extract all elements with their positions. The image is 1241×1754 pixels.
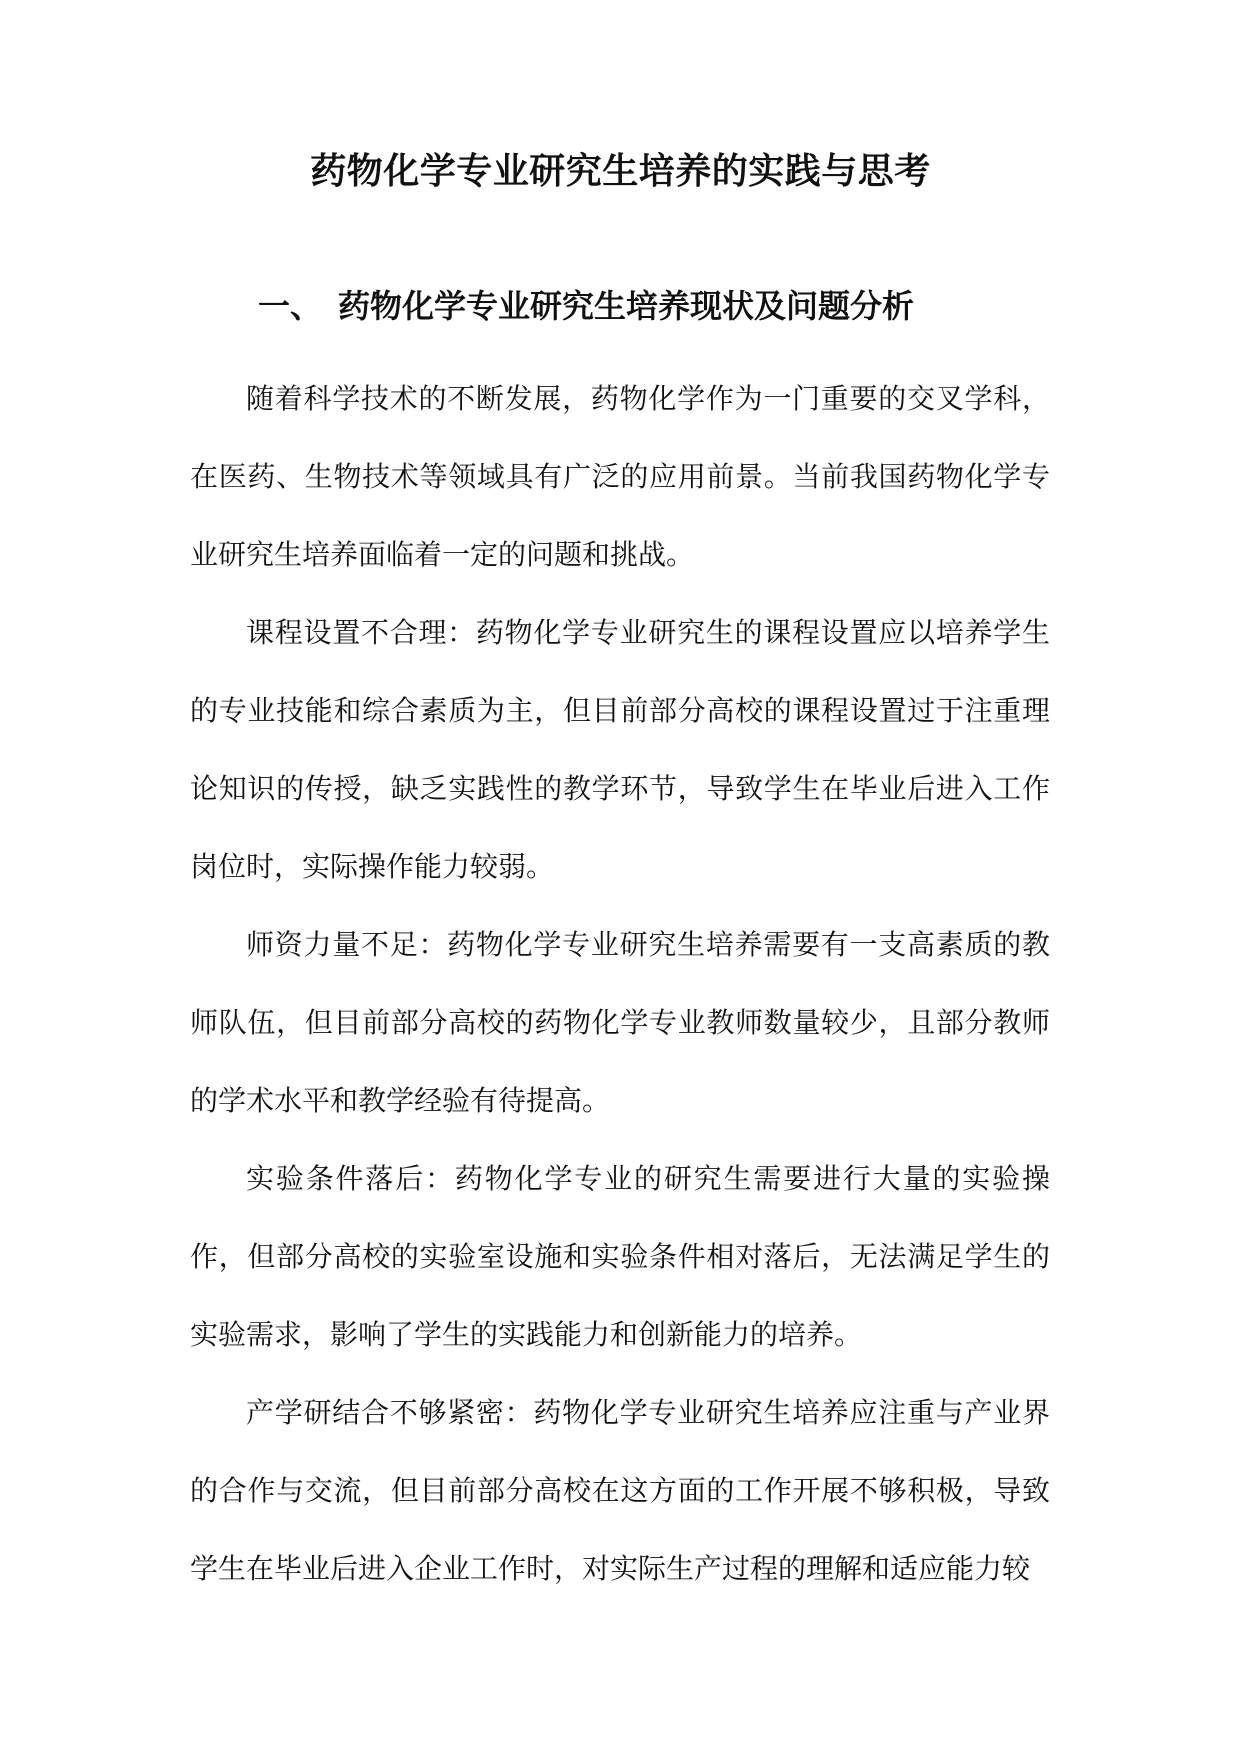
paragraph-intro: 随着科学技术的不断发展，药物化学作为一门重要的交叉学科，在医药、生物技术等领域具有广泛的应用前景。当前我国药物化学专业研究生培养面临着一定的问题和挑战。 bbox=[190, 382, 1050, 571]
section-heading bbox=[258, 284, 914, 328]
paragraph-lab-conditions: 实验条件落后：药物化学专业的研究生需要进行大量的实验操作，但部分高校的实验室设施和实验条件相对落后，无法满足学生的实验需求，影响了学生的实践能力和创新能力的培养。 bbox=[190, 1162, 1050, 1351]
paragraph-industry-cooperation: 产学研结合不够紧密：药物化学专业研究生培养应注重与产业界的合作与交流，但目前部分高校在这方面的工作开展不够积极，导致学生在毕业后进入企业工作时，对实际生产过程的理解和适应能力较 bbox=[190, 1396, 1050, 1585]
section-number: 一、 bbox=[258, 287, 323, 325]
section-title: 药物化学专业研究生培养现状及问题分析 bbox=[338, 287, 915, 325]
document-title: 药物化学专业研究生培养的实践与思考 bbox=[310, 151, 931, 192]
paragraph-curriculum: 课程设置不合理：药物化学专业研究生的课程设置应以培养学生的专业技能和综合素质为主，但目前部分高校的课程设置过于注重理论知识的传授，缺乏实践性的教学环节，导致学生在毕业后进入工作岗位时，实际操作能力较弱。 bbox=[190, 616, 1050, 883]
document-body bbox=[190, 360, 1050, 1608]
paragraph-faculty: 师资力量不足：药物化学专业研究生培养需要有一支高素质的教师队伍，但目前部分高校的药物化学专业教师数量较少，且部分教师的学术水平和教学经验有待提高。 bbox=[190, 928, 1050, 1117]
